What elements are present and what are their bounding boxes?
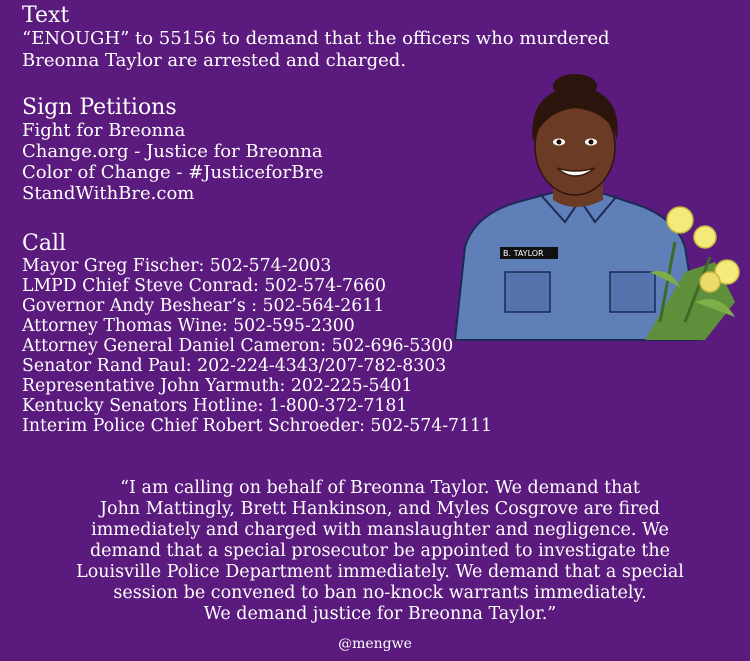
- call-item: Representative John Yarmuth: 202-225-5401: [22, 376, 413, 396]
- call-item: Senator Rand Paul: 202-224-4343/207-782-8303: [22, 356, 447, 376]
- call-heading: Call: [22, 231, 67, 256]
- petitions-section: [22, 96, 324, 204]
- call-item: Interim Police Chief Robert Schroeder: 502-574-7111: [22, 416, 493, 436]
- name-tag-text: B. TAYLOR: [503, 249, 544, 258]
- call-item: LMPD Chief Steve Conrad: 502-574-7660: [22, 276, 386, 296]
- petition-item: Change.org - Justice for Breonna: [22, 141, 323, 162]
- quote-line: demand that a special prosecutor be appointed to investigate the: [89, 541, 671, 561]
- petition-item: Fight for Breonna: [22, 120, 186, 141]
- quote-line: Louisville Police Department immediately. We demand that a special: [76, 562, 684, 582]
- call-item: Attorney General Daniel Cameron: 502-696-5300: [22, 336, 454, 356]
- text-instruction-line: Breonna Taylor are arrested and charged.: [22, 50, 407, 71]
- petitions-heading: Sign Petitions: [22, 95, 177, 120]
- hair-bun: [553, 74, 597, 98]
- quote-line: “I am calling on behalf of Breonna Taylor. We demand that: [120, 478, 640, 498]
- quote-line: immediately and charged with manslaughter and negligence. We: [91, 520, 669, 540]
- author-credit: @mengwe: [338, 636, 412, 652]
- petition-item: Color of Change - #JusticeforBre: [22, 162, 324, 183]
- text-section: [22, 4, 610, 72]
- shirt-pocket: [610, 272, 655, 312]
- quote-line: John Mattingly, Brett Hankinson, and Myles Cosgrove are fired: [100, 499, 660, 519]
- text-instruction-line: “ENOUGH” to 55156 to demand that the officers who murdered: [22, 28, 610, 49]
- call-item: Mayor Greg Fischer: 502-574-2003: [22, 256, 332, 276]
- quote-line: session be convened to ban no-knock warrants immediately.: [113, 583, 647, 603]
- text-heading: Text: [22, 3, 70, 28]
- shirt-pocket: [505, 272, 550, 312]
- call-item: Governor Andy Beshear’s : 502-564-2611: [22, 296, 385, 316]
- petition-item: StandWithBre.com: [22, 183, 195, 204]
- quote-line: We demand justice for Breonna Taylor.”: [203, 604, 557, 624]
- call-section: [22, 232, 492, 436]
- portrait-illustration: [445, 72, 745, 342]
- call-item: Attorney Thomas Wine: 502-595-2300: [22, 316, 355, 336]
- demand-quote: [30, 478, 730, 625]
- call-item: Kentucky Senators Hotline: 1-800-372-7181: [22, 396, 408, 416]
